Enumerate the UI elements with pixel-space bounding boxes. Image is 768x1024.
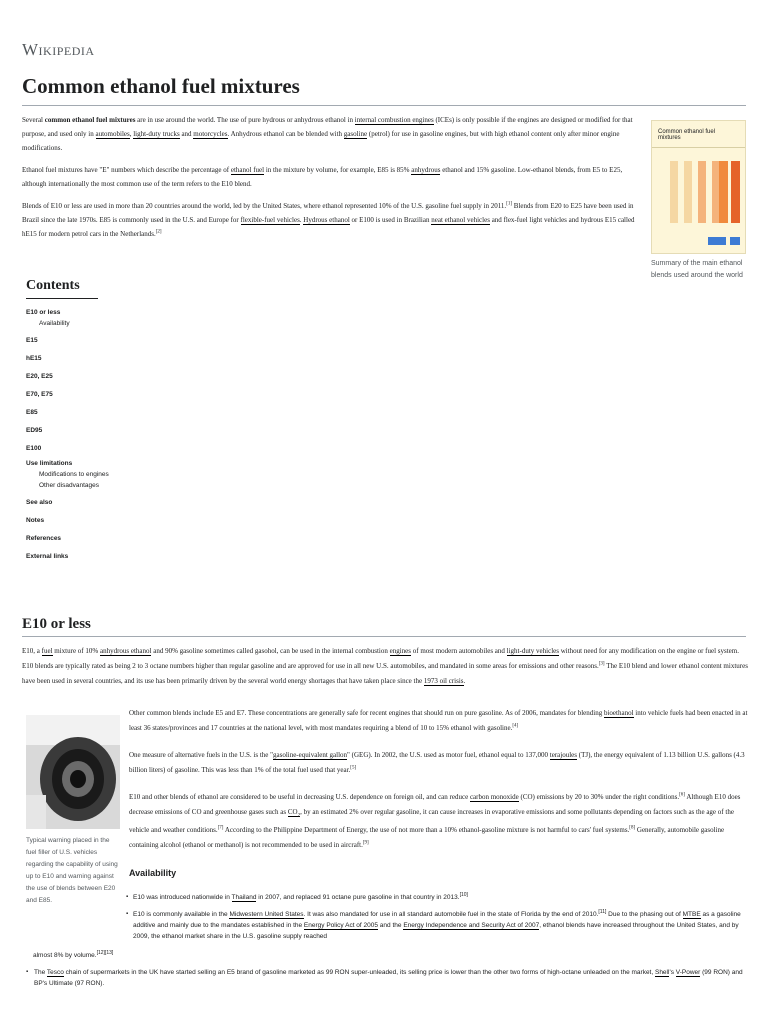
link-light-duty-trucks[interactable]: light-duty trucks xyxy=(133,130,180,138)
toc-item[interactable]: E100 xyxy=(26,445,42,452)
infobox-caption: Summary of the main ethanol blends used around the world xyxy=(651,260,743,279)
toc-title: Contents xyxy=(26,278,98,299)
intro-paragraph-3 xyxy=(22,199,640,241)
ethanol-blends-summary-image[interactable] xyxy=(651,120,746,254)
link-v-power[interactable]: V-Power xyxy=(675,969,701,976)
toc-item[interactable]: External links xyxy=(26,553,69,560)
toc-item[interactable]: Use limitations xyxy=(26,460,73,467)
toc-item[interactable]: Notes xyxy=(26,517,45,524)
section-heading-e10: E10 or less xyxy=(22,616,91,632)
text: Although E10 does decrease emissions of CO and greenhouse gases such as xyxy=(129,793,741,816)
link-motorcycles[interactable]: motorcycles xyxy=(193,130,228,138)
text: , xyxy=(129,130,134,138)
thumbnail-caption: Typical warning placed in the fuel filler of U.S. vehicles regarding the capability of using up to E10 and warning against the use of blends between E20 and E85. xyxy=(26,837,118,904)
link-thailand[interactable]: Thailand xyxy=(231,894,257,901)
text: The xyxy=(34,969,47,976)
text: . Anhydrous ethanol can be blended with xyxy=(227,130,344,138)
text: chain of supermarkets in the UK have started selling an E5 brand of gasoline marketed as 99 RON super-unleaded, its selling price is lower than the other two forms of high-octane unleaded on the market, xyxy=(63,969,655,976)
text: (ICEs) is only possible if the engines are designed or modified for that purpose, and used only in xyxy=(22,116,633,138)
list-item xyxy=(22,892,752,903)
text: , ethanol blends have increased throughout the United States, and by 2009, the ethanol market share in the U.S. gasoline supply reached xyxy=(133,922,739,940)
text: E10, a xyxy=(22,647,42,655)
text: (TJ), the energy equivalent of 1.13 billion U.S. gallons (4.3 billion liters) of gasoline. This was less than 1% of the total fuel used that year. xyxy=(129,751,745,774)
e10-paragraph-3 xyxy=(129,748,749,778)
text: Several xyxy=(22,116,45,124)
reference[interactable]: [8] xyxy=(629,826,636,832)
link-anhydrous-ethanol[interactable]: anhydrous ethanol xyxy=(99,647,152,655)
text: , by an estimated 2% over regular gasoline, it can cause increases in evaporative emissions and some pollutants depending on factors such as the age of the vehicle and weather conditions. xyxy=(129,808,734,835)
text: without need for any modification on the engine or fuel system. E10 blends are typically rated as being 2 to 3 octane numbers higher than regular gasoline and are approved for use in all new U.S. automobiles, and mandated in some areas for emissions and other reasons. xyxy=(22,647,739,670)
text: Generally, automobile gasoline containing alcohol (ethanol or methanol) is not recommended to be used in aircraft. xyxy=(129,826,725,850)
text: in 2007, and replaced 91 octane pure gasoline in that country in 2013. xyxy=(256,894,460,901)
text: in the mixture by volume, for example, E85 is 85% xyxy=(264,166,412,174)
text: CO xyxy=(287,808,298,816)
link-mtbe[interactable]: MTBE xyxy=(682,911,701,918)
link-anhydrous[interactable]: anhydrous xyxy=(411,166,441,174)
toc-list xyxy=(26,307,166,566)
text: (CO) emissions by 20 to 30% under the right conditions. xyxy=(518,793,680,801)
link-1973-oil-crisis[interactable]: 1973 oil crisis xyxy=(423,677,464,685)
text: Other common blends include E5 and E7. These concentrations are generally safe for recent engines that should run on pure gasoline. As of 2006, mandates for blending xyxy=(129,709,604,717)
intro-paragraph-1 xyxy=(22,113,640,155)
reference[interactable]: [2] xyxy=(155,229,162,235)
section-divider xyxy=(22,636,746,637)
intro xyxy=(22,113,640,249)
toc-item[interactable]: E15 xyxy=(26,337,38,344)
text: mixture of 10% xyxy=(52,647,100,655)
blend-column xyxy=(698,161,706,223)
blend-column xyxy=(731,161,740,223)
fuel-filler-photo[interactable] xyxy=(26,715,120,829)
toc-item[interactable]: ED95 xyxy=(26,427,43,434)
toc-subitem[interactable]: Availability xyxy=(39,320,70,327)
text: as a gasoline additive and mainly due to the mandates established in the xyxy=(133,911,741,929)
fuel-filler-illustration xyxy=(26,715,120,829)
page-title: Common ethanol fuel mixtures xyxy=(22,74,300,98)
link-bioethanol[interactable]: bioethanol xyxy=(603,709,634,717)
link-terajoules[interactable]: terajoules xyxy=(549,751,577,759)
text: almost 8% by volume. xyxy=(33,952,97,959)
e10-paragraph-4 xyxy=(129,790,749,853)
toc-item[interactable]: hE15 xyxy=(26,355,42,362)
text: Due to the phasing out of xyxy=(606,911,683,918)
text: . It was also mandated for use in all standard automobile fuel in the state of Florida by the end of 2010. xyxy=(303,911,599,918)
text: E10 is commonly available in the xyxy=(133,911,230,918)
text: of most modern automobiles and xyxy=(411,647,507,655)
text: Blends from E20 to E25 have been used in Brazil since the late 1970s. E85 is commonly used in the U.S. and Europe for xyxy=(22,202,634,224)
text: . xyxy=(463,677,466,685)
bold-term: common ethanol fuel mixtures xyxy=(44,116,136,124)
text: are in use around the world. The use of pure hydrous or anhydrous ethanol in xyxy=(135,116,355,124)
text: (petrol) for use in gasoline engines, but with high ethanol content only after minor engine modifications. xyxy=(22,130,620,152)
link-gasoline-equivalent-gallon[interactable]: gasoline-equivalent gallon xyxy=(272,751,348,759)
intro-paragraph-2 xyxy=(22,163,640,191)
availability-list xyxy=(22,892,752,989)
reference[interactable]: [5] xyxy=(350,765,357,771)
e10-paragraph-1 xyxy=(22,644,748,689)
toc-item[interactable]: E20, E25 xyxy=(26,373,53,380)
link-energy-policy-act-2005[interactable]: Energy Policy Act of 2005 xyxy=(303,922,378,929)
link-automobiles[interactable]: automobiles xyxy=(95,130,130,138)
reference[interactable]: [3] xyxy=(598,661,605,667)
reference[interactable]: [4] xyxy=(512,723,519,729)
wikipedia-wordmark[interactable]: Wikipedia xyxy=(22,40,95,59)
e10-body xyxy=(129,706,749,862)
text: The E10 blend and lower ethanol content mixtures have been used in several countries, and its use has been primarily driven by the several world energy shortages that have taken place since the xyxy=(22,662,748,685)
text: and flex-fuel light vehicles and hydrous E15 called hE15 for modern petrol cars in the Netherlands. xyxy=(22,216,635,238)
link-hydrous-ethanol[interactable]: Hydrous ethanol xyxy=(303,216,350,224)
blend-column xyxy=(670,161,678,223)
link-gasoline[interactable]: gasoline xyxy=(343,130,368,138)
link-light-duty-vehicles[interactable]: light-duty vehicles xyxy=(506,647,559,655)
reference[interactable]: [6] xyxy=(679,792,685,798)
link-energy-independence-security-act-2007[interactable]: Energy Independence and Security Act of 2007 xyxy=(403,922,540,929)
blend-column xyxy=(719,161,728,223)
link-midwestern-united-states[interactable]: Midwestern United States xyxy=(229,911,304,918)
link-shell[interactable]: Shell xyxy=(654,969,670,976)
toc-item[interactable]: E70, E75 xyxy=(26,391,53,398)
toc-item[interactable]: E85 xyxy=(26,409,38,416)
link-ethanol-fuel[interactable]: ethanol fuel xyxy=(230,166,265,174)
text: and 90% gasoline sometimes called gasohol, can be used in the internal combustion xyxy=(151,647,390,655)
text: 's xyxy=(669,969,676,976)
link-engines[interactable]: engines xyxy=(389,647,412,655)
text xyxy=(33,950,752,961)
text: Ethanol fuel mixtures have "E" numbers which describe the percentage of xyxy=(22,166,231,174)
title-divider xyxy=(22,105,746,106)
blend-note-box xyxy=(730,237,740,245)
infobox xyxy=(651,120,746,282)
text: . xyxy=(299,216,304,224)
toc-item[interactable]: References xyxy=(26,535,62,542)
reference[interactable]: [12][13] xyxy=(96,949,114,956)
list-item xyxy=(22,909,752,961)
toc-subitem[interactable]: Modifications to engines xyxy=(39,471,109,478)
subscript: 2 xyxy=(297,813,301,819)
link-flexible-fuel-vehicles[interactable]: flexible-fuel vehicles xyxy=(240,216,300,224)
text: E10 and other blends of ethanol are considered to be useful in decreasing U.S. dependence on foreign oil, and can reduce xyxy=(129,793,470,801)
toc-item[interactable]: See also xyxy=(26,499,53,506)
link-fuel[interactable]: fuel xyxy=(41,647,53,655)
reference[interactable]: [7] xyxy=(217,826,224,832)
link-tesco[interactable]: Tesco xyxy=(46,969,64,976)
blend-column xyxy=(684,161,692,223)
thumbnail xyxy=(26,715,120,907)
text: One measure of alternative fuels in the U.S. is the " xyxy=(129,751,273,759)
text: Blends of E10 or less are used in more than 20 countries around the world, led by the United States, where ethanol represented 10% of the U.S. gasoline fuel supply in 2011. xyxy=(22,202,507,210)
link-co2[interactable] xyxy=(288,808,300,817)
text: " (GEG). In 2002, the U.S. used as motor fuel, ethanol equal to 137,000 xyxy=(347,751,550,759)
reference[interactable]: [1] xyxy=(506,201,513,207)
toc-item[interactable]: E10 or less xyxy=(26,309,61,316)
text: and the xyxy=(378,922,404,929)
e10-paragraph-2 xyxy=(129,706,749,736)
text: According to the Philippine Department of Energy, the use of not more than a 10% ethanol-gasoline mixture is not harmful to cars' fuel systems. xyxy=(223,826,630,835)
text: into vehicle fuels had been enacted in at least 36 states/provinces and 17 countries at the national level, with most mandates requiring a blend of 10 to 15% ethanol with gasoline. xyxy=(129,709,748,732)
blend-note-box xyxy=(708,237,726,245)
infobox-image-heading: Common ethanol fuel mixtures xyxy=(652,121,745,148)
text: and xyxy=(179,130,194,138)
reference[interactable]: [11] xyxy=(598,908,607,915)
link-neat-ethanol-vehicles[interactable]: neat ethanol vehicles xyxy=(431,216,490,224)
text: or E100 is used in Brazilian xyxy=(349,216,432,224)
link-carbon-monoxide[interactable]: carbon monoxide xyxy=(469,793,519,801)
reference[interactable]: [10] xyxy=(459,891,468,898)
text: ethanol and 15% gasoline. Low-ethanol blends, from E5 to E25, although internationally the most common use of the term refers to the E10 blend. xyxy=(22,166,623,188)
reference[interactable]: [9] xyxy=(362,841,369,847)
text: (99 RON) and BP's Ultimate (97 RON). xyxy=(34,969,743,987)
list-item xyxy=(22,967,752,989)
toc-subitem[interactable]: Other disadvantages xyxy=(39,482,99,489)
text: E10 was introduced nationwide in xyxy=(133,894,232,901)
table-of-contents xyxy=(26,278,166,566)
link-internal-combustion-engines[interactable]: internal combustion engines xyxy=(354,116,434,124)
subsection-heading-availability: Availability xyxy=(129,868,177,878)
